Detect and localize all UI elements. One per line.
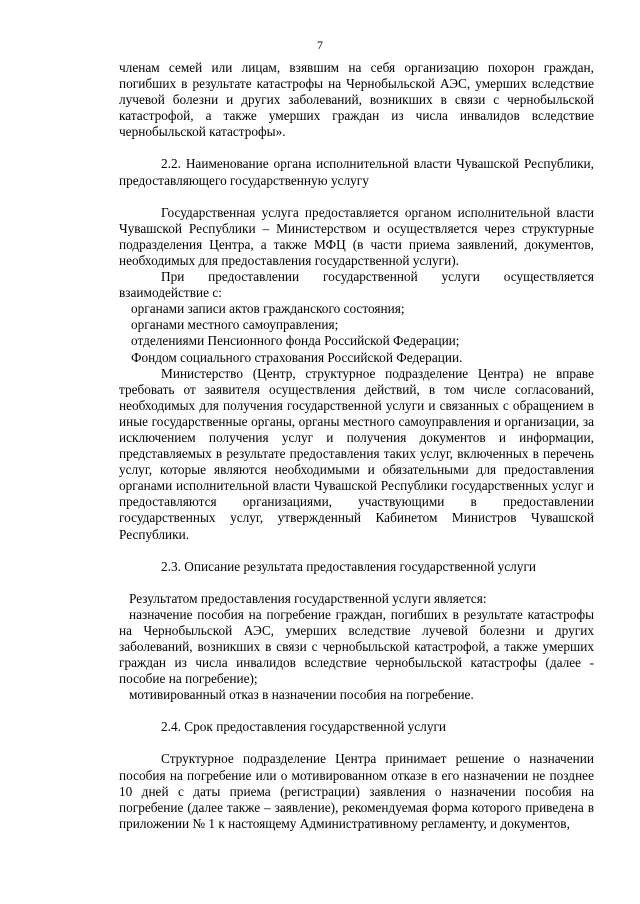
- intro-paragraph: членам семей или лицам, взявшим на себя организацию похорон граждан, погибших в результате катастрофы на Чернобыльской АЭС, умерших вследствие лучевой болезни и других заболеваний, возникших в связи с чернобыльской катастрофой, а также умерших граждан из числа инвалидов вследствие чернобыльской катастрофы».: [119, 60, 594, 140]
- document-body: [119, 60, 594, 832]
- section-heading-2-3: 2.3. Описание результата предоставления государственной услуги: [161, 558, 537, 574]
- list-item: органами записи актов гражданского состояния;: [131, 301, 405, 317]
- list-item: органами местного самоуправления;: [131, 317, 339, 333]
- page-number: 7: [317, 38, 323, 52]
- paragraph-2-3-2: назначение пособия на погребение граждан, погибших в результате катастрофы на Чернобыльской АЭС, умерших вследствие лучевой болезни и других заболеваний, возникших в связи с чернобыльской катастрофой, а также умерших граждан из числа инвалидов вследствие чернобыльской катастрофы (далее - пособие на погребение);: [119, 606, 594, 687]
- paragraph-2-4-1: Структурное подразделение Центра принимает решение о назначении пособия на погребение или о мотивированном отказе в его назначении не позднее 10 дней с даты приема (регистрации) заявления о назначении пособия на погребение (далее также – заявление), рекомендуемая форма которого приведена в приложении № 1 к настоящему Административному регламенту, и документов,: [119, 751, 594, 831]
- paragraph-2-2-1: Государственная услуга предоставляется органом исполнительной власти Чувашской Республики – Министерством и осуществляется через структурные подразделения Центра, а также МФЦ (в части приема заявлений, документов, необходимых для предоставления государственной услуги).: [119, 204, 594, 268]
- paragraph-2-3-3: мотивированный отказ в назначении пособия на погребение.: [129, 687, 474, 703]
- section-heading-2-4: 2.4. Срок предоставления государственной услуги: [161, 719, 447, 735]
- paragraph-2-2-2: При предоставлении государственной услуги осуществляется взаимодействие с:: [119, 269, 594, 301]
- paragraph-2-3-1: Результатом предоставления государственной услуги является:: [129, 590, 487, 606]
- list-item: отделениями Пенсионного фонда Российской Федерации;: [131, 333, 460, 349]
- list-item: Фондом социального страхования Российской Федерации.: [131, 349, 463, 365]
- section-heading-2-2: 2.2. Наименование органа исполнительной власти Чувашской Республики, предоставляющего государственную услугу: [119, 156, 594, 188]
- paragraph-2-2-3: Министерство (Центр, структурное подразделение Центра) не вправе требовать от заявителя осуществления действий, в том числе согласований, необходимых для получения государственной услуги и связанных с обращением в иные государственные органы, органы местного самоуправления и организации, за исключением получения услуг и получения документов и информации, представляемых в результате предоставления таких услуг, включенных в перечень услуг, которые являются необходимыми и обязательными для предоставления органами исполнительной власти Чувашской Республики государственных услуг и предоставляются организациями, участвующими в предоставлении государственных услуг, утвержденный Кабинетом Министров Чувашской Республики.: [119, 365, 594, 542]
